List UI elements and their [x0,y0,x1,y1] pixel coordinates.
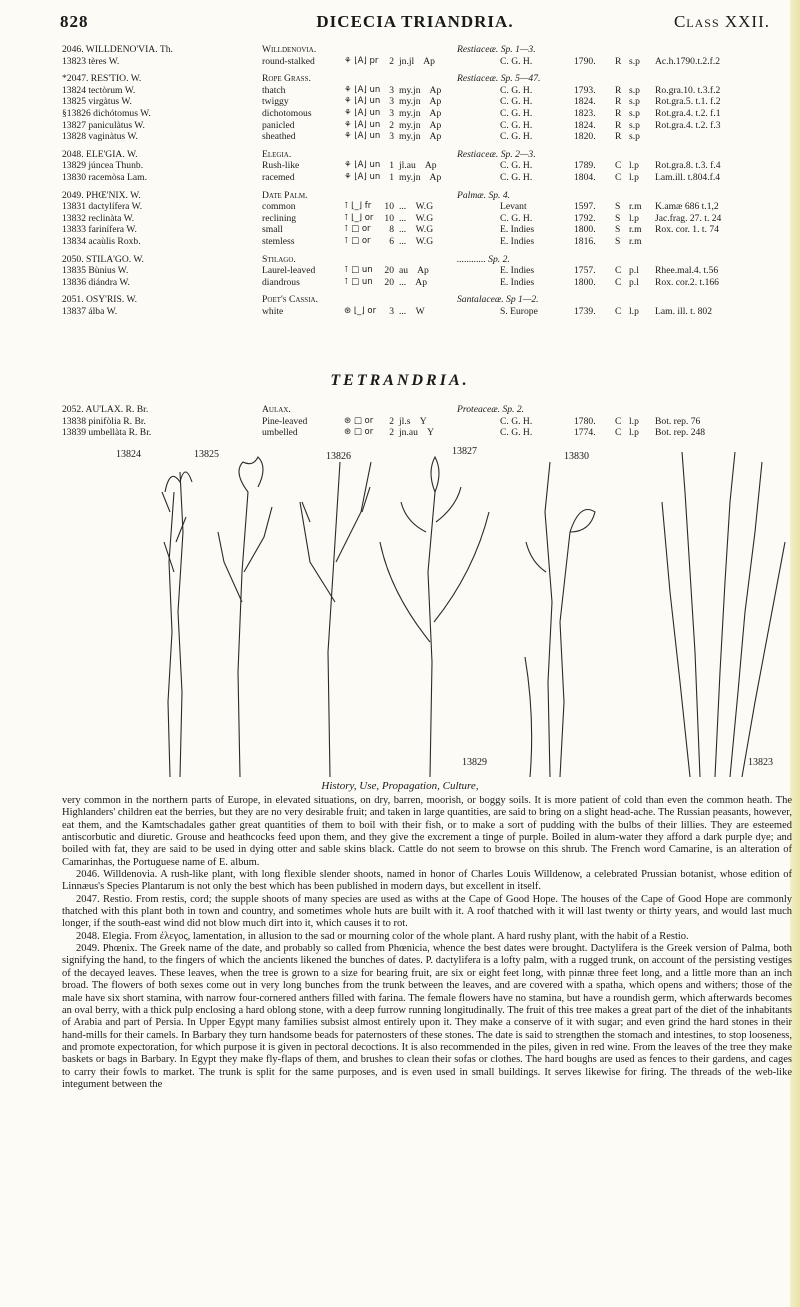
catalogue-cell-name: 13827 paniculàtus W. [62,119,145,131]
catalogue-cell-ref: K.amæ 686 t.1,2 [655,201,719,213]
catalogue-cell-ref: Jac.frag. 27. t. 24 [655,212,722,224]
catalogue-cell-yr: 1816. [574,235,596,247]
catalogue-cell-eng: racemed [262,171,295,183]
body-paragraph: 2049. Phœnix. The Greek name of the date, and probably so called from Phœnicia, whence the best dates were brought. Dactylifera is the Greek version of Palma, both signifying the hand, to the fingers of which the ancients likened the bunches of dates. P. dactylifera is a lofty palm, with a rugged trunk, on account of the persisting vestiges of the decayed leaves. These leaves, when the tree is grown to a size for bearing fruit, are six or eight feet long, with pinnæ three feet long, and a little more than an inch broad. The flowers of both sexes come out in very long bunches from the trunk between the leaves, and are covered with a spatha, which opens and withers; those of the male have six short stamina, with narrow four-cornered anthers filled with farina. The female flowers have no stamina, but have a roundish germ, which afterwards becomes an oval berry, with a thick pulp enclosing a hard oblong stone, with a deep furrow running longitudinally. The fruit of this tree makes a great part of the diet of the inhabitants of Arabia and part of Persia. In Upper Egypt many families subsist almost entirely upon it. They make a conserve of it with sugar; and even grind the hard stones in their hand-mills for their camels. In Barbary they turn handsome beads for paternosters of these stones. The date is said to strengthen the stomach and intestines, to stop looseness, and promote expectoration, for which purpose it is given in pectoral decoctions. It is also recommended in the piles, given in red wine. From the leaves of the tree they make baskets or bags in Barbary. In Egypt they make fly-flaps of them, and brushes to clean their sofas or clothes. The hard boughs are used as fences to their gardens, and cages to carry their fowls to market. The trunk is split for the same purposes, and is even used in small buildings. It serves likewise for firing. The threads of the web-like integument between the [62,943,792,1090]
figure-label: 13830 [564,451,589,462]
catalogue-cell-nat: C. G. H. [500,171,533,183]
catalogue-cell-eng: panicled [262,119,295,131]
catalogue-cell-ht: 8 [389,224,394,236]
figure-caption: History, Use, Propagation, Culture, [321,780,479,792]
body-paragraph: 2047. Restio. From restis, cord; the supple shoots of many species are used as withs at the Cape of Good Hope. The houses of the Cape of Good Hope are commonly thatched with this plant both in town and country, and sometimes whole huts are built with it. A roof thatched with it will last twenty or thirty years, and would last much longer, if the south-east wind did not blow much dirt into it, which causes it to rot. [62,893,792,930]
catalogue-cell-yr: 1824. [574,96,596,108]
catalogue-cell-nat: Restiaceæ. Sp. 1—3. [457,44,536,55]
catalogue-cell-yr: 1820. [574,131,596,143]
catalogue-row [62,44,797,56]
catalogue-cell-nat: Restiaceæ. Sp. 2—3. [457,148,536,160]
catalogue-cell-ht: 10 [384,201,394,213]
catalogue-cell-ht: 3 [389,131,394,143]
catalogue-cell-ht: 6 [389,235,394,247]
catalogue-cell-ht: 20 [384,265,394,277]
catalogue-cell-name: 2052. AU'LAX. R. Br. [62,404,149,415]
catalogue-cell-nat: C. G. H. [500,427,533,439]
catalogue-cell-name: 13830 racemòsa Lam. [62,171,147,183]
catalogue-cell-nat: E. Indies [500,276,535,288]
catalogue-cell-name: 13823 tères W. [62,55,120,67]
catalogue-cell-pr: l.p [629,171,639,183]
catalogue-cell-ref: Rot.gra.4. t.2. f.1 [655,107,721,119]
catalogue-row [62,131,797,143]
catalogue-table-tetrandria [62,404,797,439]
catalogue-cell-nat: C. G. H. [500,96,533,108]
catalogue-cell-eng: round-stalked [262,55,315,67]
catalogue-cell-eng: dichotomous [262,107,312,119]
catalogue-cell-icon: ⊛ □ or [344,415,374,426]
catalogue-cell-name: 13828 vaginàtus W. [62,131,138,143]
catalogue-row [62,224,797,236]
catalogue-cell-name: 13825 virgàtus W. [62,96,132,108]
catalogue-row [62,96,797,108]
catalogue-cell-nat: C. G. H. [500,131,533,143]
catalogue-cell-ref: Rot.gra.4. t.2. f.3 [655,119,721,131]
catalogue-cell-nat: E. Indies [500,235,535,247]
catalogue-cell-name: 13832 reclinàta W. [62,212,135,224]
catalogue-cell-col: C [615,171,622,183]
catalogue-cell-nat: Levant [500,201,527,213]
catalogue-cell-fl: jn.jl Ap [399,55,435,67]
page-number: 828 [60,12,89,31]
catalogue-cell-icon: ⊺ □ un [344,276,373,287]
catalogue-cell-pr: s.p [629,96,640,108]
catalogue-cell-eng: Willdenovia. [262,44,317,55]
body-text [62,795,792,1091]
catalogue-cell-name: 2050. STILA'GO. W. [62,253,144,265]
catalogue-row [62,427,797,439]
catalogue-cell-eng: Laurel-leaved [262,265,316,277]
catalogue-row [62,108,797,120]
figure-label: 13825 [194,449,219,460]
catalogue-cell-yr: 1757. [574,265,596,277]
catalogue-cell-pr: p.l [629,276,639,288]
catalogue-cell-fl: my.jn Ap [399,96,442,108]
catalogue-cell-pr: s.p [629,119,640,131]
catalogue-cell-yr: 1780. [574,415,596,427]
catalogue-cell-eng: Aulax. [262,404,291,415]
catalogue-cell-icon: ⚘ ⌊A⌋ un [344,171,381,182]
catalogue-cell-eng: umbelled [262,427,298,439]
catalogue-cell-eng: Rope Grass. [262,73,311,85]
catalogue-cell-fl: ... W.G [399,212,434,224]
catalogue-cell-icon: ⚘ ⌊A⌋ un [344,96,381,107]
catalogue-cell-eng: thatch [262,84,286,96]
catalogue-cell-col: C [615,160,622,172]
catalogue-row [62,190,797,202]
body-paragraph: very common in the northern parts of Europe, in elevated situations, on dry, barren, moorish, or boggy soils. It is more patient of cold than even the common heath. The Highlanders' children eat the berries, but they are no very desirable fruit; and taken in large quantities, are said to bring on a slight head-ache. The Russian peasants, however, eat them, and the Kamtschadales gather great quantities of them to boil with their fish, or to make a sort of pudding with the bulbs of their lillies. They are esteemed antiscorbutic and diuretic. Grouse and heathcocks feed upon them, and they give the excrement a tinge of purple. Boiled in alum-water they afford a dark purple dye; and boiled with fat, they are said to be used in dying otter and sable skins black. Cattle do not seem to browse on this shrub. The French word Camarine, is an alteration of Camarinhas, the Portuguese name of E. album. [62,795,792,868]
catalogue-row [62,73,797,85]
catalogue-cell-eng: Rush-like [262,160,300,172]
catalogue-cell-ref: Rot.gra.5. t.1. f.2 [655,96,721,108]
catalogue-cell-col: S [615,235,621,247]
catalogue-cell-eng: Date Palm. [262,189,308,201]
page-title: DICECIA TRIANDRIA. [316,12,514,31]
catalogue-cell-ht: 1 [389,171,394,183]
catalogue-cell-col: R [615,119,622,131]
catalogue-cell-icon: ⊺ ⌊_⌋ fr [344,201,372,212]
catalogue-cell-icon: ⊛ ⌊_⌋ or [344,305,377,316]
catalogue-row [62,85,797,97]
catalogue-cell-fl: jl.au Ap [399,160,437,172]
catalogue-cell-nat: C. G. H. [500,55,533,67]
catalogue-cell-pr: l.p [629,427,639,439]
body-paragraph: 2046. Willdenovia. A rush-like plant, with long flexible slender shoots, named in honor of Charles Louis Willdenow, a celebrated Prussian botanist, whose edition of Linnæus's Species Plantarum is not only the best which has been published in modern days, but excellent in itself. [62,869,792,893]
catalogue-cell-name: 13835 Bùnius W. [62,265,129,277]
catalogue-table [62,44,797,317]
catalogue-cell-fl: ... Ap [399,276,427,288]
body-paragraph: 2048. Elegia. From ἐλεγος, lamentation, in allusion to the sad or mourning color of the whole plant. A hard rushy plant, with the habit of a Restio. [76,930,689,942]
catalogue-cell-name: 2051. OSY'RIS. W. [62,294,138,306]
section-title: TETRANDRIA. [330,372,470,389]
catalogue-cell-col: C [615,415,622,427]
catalogue-cell-nat: ............ Sp. 2. [457,253,510,265]
catalogue-cell-pr: s.p [629,84,640,96]
catalogue-row [62,416,797,428]
catalogue-cell-icon: ⚘ ⌊A⌋ un [344,84,381,95]
catalogue-cell-eng: reclining [262,212,297,224]
catalogue-row [62,160,797,172]
catalogue-cell-nat: E. Indies [500,224,535,236]
catalogue-cell-ht: 2 [389,119,394,131]
catalogue-cell-eng: Stilago. [262,253,296,265]
catalogue-cell-ref: Rox. cor. 1. t. 74 [655,224,719,236]
catalogue-cell-yr: 1774. [574,427,596,439]
catalogue-cell-icon: ⊺ □ or [344,224,371,235]
running-head [60,12,770,34]
catalogue-cell-ref: Rot.gra.8. t.3. f.4 [655,160,721,172]
class-label: Class XXII. [673,12,770,31]
catalogue-cell-col: R [615,84,622,96]
catalogue-cell-nat: C. G. H. [500,84,533,96]
catalogue-cell-col: C [615,427,622,439]
catalogue-cell-ref: Ac.h.1790.t.2.f.2 [655,55,721,67]
catalogue-cell-name: 13839 umbellàta R. Br. [62,427,152,439]
catalogue-cell-ref: Bot. rep. 76 [655,415,701,427]
catalogue-cell-fl: ... W.G [399,224,434,236]
catalogue-cell-icon: ⚘ ⌊A⌋ un [344,131,381,142]
catalogue-cell-col: C [615,265,622,277]
catalogue-row [62,120,797,132]
catalogue-cell-fl: my.jn Ap [399,84,442,96]
catalogue-cell-name: 13824 tectòrum W. [62,84,136,96]
catalogue-cell-eng: sheathed [262,131,296,143]
catalogue-cell-name: 2049. PHŒ'NIX. W. [62,189,141,201]
catalogue-cell-nat: C. G. H. [500,107,533,119]
figure-label: 13824 [116,449,141,460]
catalogue-cell-eng: twiggy [262,96,289,108]
catalogue-row [62,294,797,306]
catalogue-row [62,277,797,289]
catalogue-cell-icon: ⚘ ⌊A⌋ un [344,119,381,130]
catalogue-cell-icon: ⊺ □ un [344,265,373,276]
catalogue-row [62,201,797,213]
catalogue-cell-col: R [615,96,622,108]
catalogue-cell-icon: ⊺ ⌊_⌋ or [344,212,374,223]
catalogue-cell-yr: 1790. [574,55,596,67]
catalogue-cell-eng: stemless [262,235,295,247]
catalogue-cell-ref: Ro.gra.10. t.3.f.2 [655,84,721,96]
catalogue-cell-col: S [615,212,621,224]
catalogue-cell-ref: Lam.ill. t.804.f.4 [655,171,721,183]
catalogue-cell-col: C [615,276,622,288]
catalogue-cell-yr: 1793. [574,84,596,96]
catalogue-cell-nat: Santalaceæ. Sp 1—2. [457,294,539,306]
catalogue-cell-fl: my.jn Ap [399,119,442,131]
catalogue-cell-nat: C. G. H. [500,415,533,427]
catalogue-cell-fl: jl.s Y [399,415,427,427]
catalogue-cell-pr: s.p [629,55,640,67]
catalogue-cell-name: 13831 dactylífera W. [62,201,143,213]
catalogue-cell-pr: l.p [629,160,639,172]
catalogue-cell-fl: my.jn Ap [399,171,442,183]
catalogue-cell-ht: 2 [389,415,394,427]
catalogue-cell-pr: l.p [629,415,639,427]
catalogue-cell-eng: Pine-leaved [262,415,308,427]
catalogue-cell-icon: ⚘ ⌊A⌋ pr [344,55,379,66]
catalogue-cell-eng: diandrous [262,276,300,288]
catalogue-row [62,404,797,416]
catalogue-cell-fl: my.jn Ap [399,131,442,143]
catalogue-cell-col: S [615,224,621,236]
catalogue-cell-pr: r.m [629,224,642,236]
catalogue-cell-pr: s.p [629,107,640,119]
plant-engraving [130,452,790,777]
catalogue-cell-yr: 1739. [574,305,596,317]
catalogue-cell-nat: C. G. H. [500,160,533,172]
catalogue-cell-nat: Palmæ. Sp. 4. [457,189,511,201]
catalogue-cell-name: 13836 diándra W. [62,276,130,288]
catalogue-cell-col: R [615,55,622,67]
catalogue-cell-name: 13833 farinífera W. [62,224,137,236]
catalogue-cell-col: C [615,305,622,317]
catalogue-cell-name: 2046. WILLDENO'VIA. Th. [62,44,173,55]
catalogue-cell-yr: 1804. [574,171,596,183]
catalogue-cell-icon: ⊺ □ or [344,235,371,246]
catalogue-cell-ht: 3 [389,107,394,119]
catalogue-cell-pr: l.p [629,305,639,317]
catalogue-cell-yr: 1800. [574,224,596,236]
catalogue-cell-ht: 3 [389,305,394,317]
catalogue-cell-name: *2047. RES'TIO. W. [62,73,142,85]
catalogue-cell-icon: ⚘ ⌊A⌋ un [344,107,381,118]
catalogue-cell-fl: jn.au Y [399,427,435,439]
catalogue-cell-nat: Restiaceæ. Sp. 5—47. [457,73,541,85]
catalogue-cell-nat: C. G. H. [500,212,533,224]
catalogue-cell-pr: r.m [629,201,642,213]
catalogue-cell-nat: S. Europe [500,305,538,317]
catalogue-cell-eng: Poet's Cassia. [262,294,318,306]
catalogue-cell-ht: 1 [389,160,394,172]
plant-illustrations [116,446,790,777]
catalogue-cell-nat: E. Indies [500,265,535,277]
catalogue-cell-col: S [615,201,621,213]
catalogue-row [62,236,797,248]
catalogue-cell-nat: Proteaceæ. Sp. 2. [457,404,525,415]
catalogue-cell-fl: ... W.G [399,235,434,247]
catalogue-cell-col: R [615,131,622,143]
catalogue-cell-name: 13829 júncea Thunb. [62,160,144,172]
catalogue-cell-icon: ⊛ □ or [344,427,374,438]
catalogue-cell-ref: Bot. rep. 248 [655,427,706,439]
catalogue-cell-ht: 2 [389,55,394,67]
catalogue-cell-ht: 20 [384,276,394,288]
catalogue-row [62,172,797,184]
catalogue-cell-yr: 1823. [574,107,596,119]
figure-label: 13827 [452,446,477,457]
catalogue-cell-yr: 1789. [574,160,596,172]
catalogue-cell-yr: 1792. [574,212,596,224]
catalogue-cell-eng: common [262,201,296,213]
figure-label: 13829 [462,757,487,768]
catalogue-cell-yr: 1824. [574,119,596,131]
catalogue-cell-ht: 3 [389,84,394,96]
catalogue-cell-eng: small [262,224,283,236]
catalogue-cell-name: 2048. ELE'GIA. W. [62,148,138,160]
catalogue-cell-name: 13838 pinifòlia R. Br. [62,415,146,427]
catalogue-cell-col: R [615,107,622,119]
catalogue-cell-pr: l.p [629,212,639,224]
catalogue-row [62,213,797,225]
figure-label: 13823 [748,757,773,768]
catalogue-cell-ref: Rhee.mal.4. t.56 [655,265,719,277]
figure-label: 13826 [326,451,351,462]
catalogue-cell-nat: C. G. H. [500,119,533,131]
catalogue-cell-name: §13826 dichótomus W. [62,107,151,119]
catalogue-row [62,306,797,318]
catalogue-row [62,254,797,266]
catalogue-cell-pr: s.p [629,131,640,143]
catalogue-cell-eng: white [262,305,284,317]
catalogue-cell-yr: 1597. [574,201,596,213]
catalogue-cell-pr: r.m [629,235,642,247]
catalogue-row [62,265,797,277]
catalogue-cell-ht: 3 [389,96,394,108]
catalogue-cell-icon: ⚘ ⌊A⌋ un [344,160,381,171]
catalogue-cell-yr: 1800. [574,276,596,288]
catalogue-cell-eng: Elegia. [262,148,292,160]
catalogue-cell-pr: p.l [629,265,639,277]
catalogue-row [62,149,797,161]
catalogue-row [62,56,797,68]
catalogue-cell-ref: Lam. ill. t. 802 [655,305,713,317]
catalogue-cell-ref: Rox. cor.2. t.166 [655,276,719,288]
catalogue-cell-fl: ... W [399,305,425,317]
catalogue-cell-fl: au Ap [399,265,429,277]
catalogue-cell-ht: 10 [384,212,394,224]
catalogue-cell-name: 13834 acaùlis Roxb. [62,235,141,247]
catalogue-cell-name: 13837 álba W. [62,305,118,317]
catalogue-cell-fl: ... W.G [399,201,434,213]
catalogue-cell-fl: my.jn Ap [399,107,442,119]
catalogue-cell-ht: 2 [389,427,394,439]
